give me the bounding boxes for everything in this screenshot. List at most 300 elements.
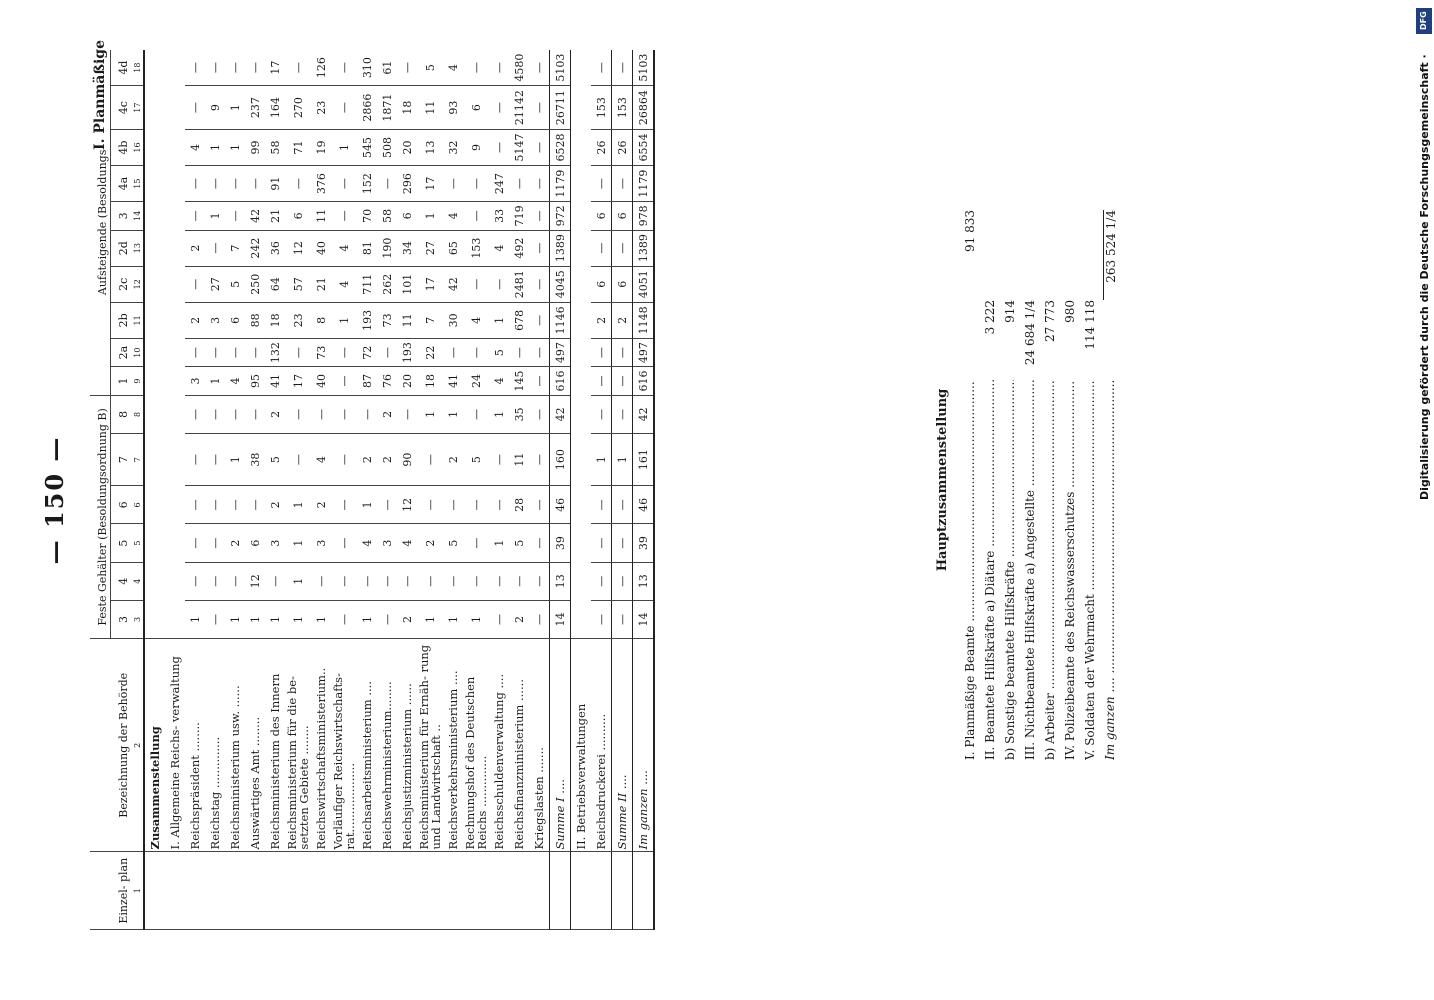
cell-value: — (225, 562, 245, 600)
cell-value: 2866 (357, 86, 377, 130)
column-number: 14 (131, 202, 144, 230)
cell-value: 20 (397, 129, 417, 165)
table-row (377, 50, 397, 930)
cell-value: 91 (265, 166, 285, 202)
cell-value: 71 (285, 129, 311, 165)
cell-value: — (331, 338, 357, 366)
cell-value: — (357, 562, 377, 600)
cell-value: — (612, 166, 633, 202)
table-row (612, 50, 633, 930)
cell-value: 2 (377, 434, 397, 486)
cell-value: — (265, 562, 285, 600)
cell-value: 73 (377, 302, 397, 338)
table-row (205, 50, 225, 930)
cell-value: — (612, 367, 633, 395)
cell-value: 1 (205, 129, 225, 165)
cell-value: 1 (489, 524, 509, 562)
cell-value: 4 (225, 367, 245, 395)
cell-value: — (529, 524, 550, 562)
column-header: 4a (111, 166, 132, 202)
cell-value: — (331, 367, 357, 395)
column-header: 3 (111, 202, 132, 230)
cell-value: 9 (205, 86, 225, 130)
cell-value: — (591, 166, 612, 202)
summary-label: b) Sonstige beamtete Hilfskräfte ..... (1003, 380, 1017, 760)
cell-value: 4 (443, 50, 463, 86)
cell-value: — (377, 166, 397, 202)
cell-value: — (311, 395, 331, 433)
cell-value: 242 (245, 230, 265, 266)
cell-value: 161 (633, 434, 655, 486)
cell-value: 296 (397, 166, 417, 202)
cell-value: 1 (225, 434, 245, 486)
cell-value: 5 (463, 434, 489, 486)
cell-value: 11 (417, 86, 443, 130)
cell-value: 6528 (550, 129, 571, 165)
row-label: Reichsschuldenverwaltung .... (489, 639, 509, 852)
cell-value: 497 (633, 338, 655, 366)
cell-value: 28 (509, 486, 529, 524)
cell-value: — (205, 166, 225, 202)
cell-value: 4 (185, 129, 205, 165)
column-header: 2c (111, 266, 132, 302)
column-header: 2a (111, 338, 132, 366)
row-label: Reichsjustizministerium ...... (397, 639, 417, 852)
column-number: 12 (131, 266, 144, 302)
cell-value: 13 (550, 562, 571, 600)
cell-value: — (612, 600, 633, 638)
cell-value: 17 (285, 367, 311, 395)
cell-value: 5103 (633, 50, 655, 86)
cell-value: 64 (265, 266, 285, 302)
cell-value: — (443, 562, 463, 600)
cell-value: — (225, 395, 245, 433)
summary-line (1080, 200, 1100, 760)
cell-value: — (417, 486, 443, 524)
hauptzusammenstellung (935, 200, 1120, 760)
column-header: 2b (111, 302, 132, 338)
cell-value: — (529, 600, 550, 638)
column-header: 4d (111, 50, 132, 86)
column-number: 4 (131, 562, 144, 600)
cell-value: 73 (311, 338, 331, 366)
summary-label: IV. Polizeibeamte des Reichswasserschutzes ..... (1063, 380, 1077, 760)
cell-value: 99 (245, 129, 265, 165)
cell-value: 11 (397, 302, 417, 338)
row-label: Reichsministerium für die be- setzten Gebiete ........ (285, 639, 311, 852)
cell-value: — (331, 395, 357, 433)
cell-value: 3 (205, 302, 225, 338)
cell-value: 7 (225, 230, 245, 266)
cell-value: — (377, 486, 397, 524)
summary-line (980, 200, 1000, 760)
table-row (529, 50, 550, 930)
cell-value: — (591, 395, 612, 433)
cell-value: 33 (489, 202, 509, 230)
row-label: Reichswirtschaftsministerium.. (311, 639, 331, 852)
cell-value: — (331, 600, 357, 638)
summary-lines (960, 200, 1100, 760)
cell-value: 3 (185, 367, 205, 395)
cell-value: 153 (591, 86, 612, 130)
cell-value: 21 (265, 202, 285, 230)
cell-value: 18 (417, 367, 443, 395)
cell-value: 58 (377, 202, 397, 230)
cell-value: 27 (417, 230, 443, 266)
table-row (509, 50, 529, 930)
summary-value: 24 684 1/4 (1023, 300, 1037, 366)
row-label: Reichsministerium usw. ...... (225, 639, 245, 852)
summary-value: 91 833 (963, 210, 977, 252)
cell-value: 1 (357, 486, 377, 524)
cell-value: 11 (311, 202, 331, 230)
cell-value: — (285, 166, 311, 202)
cell-value: — (529, 434, 550, 486)
cell-value: 972 (550, 202, 571, 230)
cell-value: 11 (509, 434, 529, 486)
cell-value: — (612, 230, 633, 266)
header-aufsteigende: Aufsteigende (Besoldungs (90, 50, 111, 395)
cell-value: 1179 (633, 166, 655, 202)
column-number: 13 (131, 230, 144, 266)
table-row (185, 50, 205, 930)
cell-value: — (443, 486, 463, 524)
cell-value: 1 (357, 600, 377, 638)
cell-value: — (205, 524, 225, 562)
cell-value: — (463, 166, 489, 202)
personnel-table (90, 50, 655, 930)
column-number: 2 (131, 639, 144, 852)
cell-value: 87 (357, 367, 377, 395)
table-row (245, 50, 265, 930)
cell-value: 310 (357, 50, 377, 86)
cell-value: — (397, 50, 417, 86)
cell-value: — (463, 50, 489, 86)
cell-value: — (612, 338, 633, 366)
cell-value: — (591, 486, 612, 524)
cell-value: 95 (245, 367, 265, 395)
cell-value: 26864 (633, 86, 655, 130)
cell-value: — (529, 166, 550, 202)
cell-value: 1871 (377, 86, 397, 130)
cell-value: 13 (417, 129, 443, 165)
cell-value: — (417, 434, 443, 486)
column-header: 5 (111, 524, 132, 562)
cell-value: 4051 (633, 266, 655, 302)
cell-value: 1 (443, 600, 463, 638)
cell-value: 88 (245, 302, 265, 338)
cell-value: — (509, 166, 529, 202)
cell-value: 4045 (550, 266, 571, 302)
table-row (443, 50, 463, 930)
row-label: Summe I .... (550, 639, 571, 852)
cell-value: — (205, 486, 225, 524)
cell-value: 41 (443, 367, 463, 395)
column-number: 5 (131, 524, 144, 562)
cell-value: 32 (443, 129, 463, 165)
row-label: Reichsministerium des Innern (265, 639, 285, 852)
cell-value: 2 (357, 434, 377, 486)
cell-value: 237 (245, 86, 265, 130)
cell-value: 76 (377, 367, 397, 395)
cell-value: 70 (357, 202, 377, 230)
column-number: 3 (131, 600, 144, 638)
row-label: Reichspräsident ........ (185, 639, 205, 852)
summary-value: 980 (1063, 300, 1077, 323)
cell-value: — (463, 202, 489, 230)
cell-value: 46 (550, 486, 571, 524)
cell-value: — (529, 50, 550, 86)
cell-value: — (529, 230, 550, 266)
row-label: Reichsministerium für Ernäh- rung und Landwirtschaft .. (417, 639, 443, 852)
cell-value: 57 (285, 266, 311, 302)
cell-value: 193 (397, 338, 417, 366)
cell-value: 6 (245, 524, 265, 562)
column-header: 8 (111, 395, 132, 433)
cell-value: — (489, 129, 509, 165)
cell-value: — (245, 486, 265, 524)
column-number: 6 (131, 486, 144, 524)
cell-value: 14 (550, 600, 571, 638)
cell-value: — (225, 338, 245, 366)
column-header: 2d (111, 230, 132, 266)
cell-value: 262 (377, 266, 397, 302)
table-row (357, 50, 377, 930)
column-header: 4b (111, 129, 132, 165)
cell-value: — (205, 50, 225, 86)
cell-value: — (185, 202, 205, 230)
cell-value: 7 (417, 302, 443, 338)
cell-value: — (331, 50, 357, 86)
column-number: 10 (131, 338, 144, 366)
cell-value: — (331, 166, 357, 202)
column-number: 18 (131, 50, 144, 86)
cell-value: 1 (417, 395, 443, 433)
cell-value: — (509, 562, 529, 600)
column-number: 1 (131, 852, 144, 930)
cell-value: — (612, 562, 633, 600)
cell-value: 616 (633, 367, 655, 395)
cell-value: — (357, 395, 377, 433)
table-row (397, 50, 417, 930)
cell-value: 4 (397, 524, 417, 562)
cell-value: 93 (443, 86, 463, 130)
cell-value: 19 (311, 129, 331, 165)
column-header: 6 (111, 486, 132, 524)
cell-value: — (331, 562, 357, 600)
summary-total-value: 263 524 1/4 (1103, 210, 1118, 300)
cell-value: 247 (489, 166, 509, 202)
cell-value: — (529, 266, 550, 302)
row-label: Reichsverkehrsministerium .... (443, 639, 463, 852)
cell-value: 8 (311, 302, 331, 338)
cell-value: 26711 (550, 86, 571, 130)
row-label: Kriegslasten ....... (529, 639, 550, 852)
cell-value: — (205, 230, 225, 266)
cell-value: — (529, 486, 550, 524)
cell-value: — (185, 50, 205, 86)
cell-value: 1 (417, 202, 443, 230)
cell-value: — (612, 486, 633, 524)
cell-value: — (205, 600, 225, 638)
cell-value: 2 (591, 302, 612, 338)
summary-line (1020, 200, 1040, 760)
table-row (463, 50, 489, 930)
cell-value: 17 (417, 266, 443, 302)
cell-value: — (205, 562, 225, 600)
cell-value: 39 (633, 524, 655, 562)
cell-value: 30 (443, 302, 463, 338)
table-row (550, 50, 571, 930)
cell-value: 1389 (633, 230, 655, 266)
cell-value: 9 (463, 129, 489, 165)
summary-label: I. Planmäßige Beamte ..... (963, 380, 977, 760)
cell-value: 1 (285, 486, 311, 524)
cell-value: 42 (443, 266, 463, 302)
cell-value: 22 (417, 338, 443, 366)
cell-value: — (529, 395, 550, 433)
cell-value: 545 (357, 129, 377, 165)
cell-value: 2 (443, 434, 463, 486)
cell-value: — (285, 395, 311, 433)
cell-value: — (185, 486, 205, 524)
cell-value: 1 (591, 434, 612, 486)
cell-value: 1 (417, 600, 443, 638)
column-number-row (131, 50, 144, 930)
cell-value: — (489, 50, 509, 86)
cell-value: — (185, 86, 205, 130)
cell-value: — (489, 600, 509, 638)
cell-value: 17 (265, 50, 285, 86)
cell-value: 6 (463, 86, 489, 130)
cell-value: 4 (311, 434, 331, 486)
cell-value: 36 (265, 230, 285, 266)
cell-value: 5 (489, 338, 509, 366)
cell-value: 41 (265, 367, 285, 395)
cell-value: 5 (265, 434, 285, 486)
summary-label: II. Beamtete Hilfskräfte a) Diätare ..... (983, 380, 997, 760)
summary-value: 3 222 (983, 300, 997, 335)
cell-value: 2 (397, 600, 417, 638)
cell-value: 23 (285, 302, 311, 338)
cell-value: 5103 (550, 50, 571, 86)
cell-value: 4 (463, 302, 489, 338)
column-number: 7 (131, 434, 144, 486)
cell-value: 18 (397, 86, 417, 130)
cell-value: 2 (377, 395, 397, 433)
cell-value: — (443, 338, 463, 366)
cell-value: — (463, 338, 489, 366)
cell-value: — (205, 434, 225, 486)
cell-value: — (331, 202, 357, 230)
summary-line (960, 200, 980, 760)
cell-value: 26 (591, 129, 612, 165)
cell-value: 101 (397, 266, 417, 302)
cell-value: 492 (509, 230, 529, 266)
cell-value: — (463, 266, 489, 302)
cell-value: 21142 (509, 86, 529, 130)
cell-value: 678 (509, 302, 529, 338)
cell-value: — (331, 486, 357, 524)
cell-value: 1 (225, 129, 245, 165)
row-label: Im ganzen .... (633, 639, 655, 852)
cell-value: 711 (357, 266, 377, 302)
cell-value: — (463, 524, 489, 562)
cell-value: — (185, 524, 205, 562)
cell-value: 1 (225, 86, 245, 130)
cell-value: 1 (331, 302, 357, 338)
cell-value: 6 (225, 302, 245, 338)
cell-value: 4 (489, 367, 509, 395)
cell-value: — (185, 395, 205, 433)
cell-value: 2 (417, 524, 443, 562)
cell-value: — (591, 562, 612, 600)
cell-value: 46 (633, 486, 655, 524)
cell-value: 270 (285, 86, 311, 130)
cell-value: 58 (265, 129, 285, 165)
cell-value: 14 (633, 600, 655, 638)
cell-value: — (529, 202, 550, 230)
cell-value: 39 (550, 524, 571, 562)
cell-value: — (185, 166, 205, 202)
group-allgemeine: I. Allgemeine Reichs- verwaltung (165, 639, 185, 852)
cell-value: 4 (357, 524, 377, 562)
cell-value: 2 (612, 302, 633, 338)
cell-value: — (225, 166, 245, 202)
cell-value: 1 (225, 600, 245, 638)
cell-value: — (463, 562, 489, 600)
cell-value: 23 (311, 86, 331, 130)
cell-value: — (245, 338, 265, 366)
cell-value: 4 (443, 202, 463, 230)
cell-value: — (489, 434, 509, 486)
cell-value: 2 (185, 302, 205, 338)
cell-value: 616 (550, 367, 571, 395)
heading-zusammenstellung: Zusammenstellung (144, 639, 165, 852)
cell-value: 145 (509, 367, 529, 395)
table-row (633, 50, 655, 930)
cell-value: 1 (285, 524, 311, 562)
cell-value: — (612, 50, 633, 86)
cell-value: 1 (185, 600, 205, 638)
cell-value: — (529, 129, 550, 165)
cell-value: — (285, 338, 311, 366)
cell-value: 4 (331, 230, 357, 266)
cell-value: — (443, 166, 463, 202)
cell-value: 81 (357, 230, 377, 266)
cell-value: — (185, 266, 205, 302)
cell-value: 42 (633, 395, 655, 433)
cell-value: 6 (612, 266, 633, 302)
cell-value: — (185, 338, 205, 366)
column-number: 15 (131, 166, 144, 202)
cell-value: — (489, 486, 509, 524)
cell-value: 1 (205, 202, 225, 230)
cell-value: 1389 (550, 230, 571, 266)
cell-value: 2 (185, 230, 205, 266)
cell-value: 193 (357, 302, 377, 338)
column-number: 11 (131, 302, 144, 338)
cell-value: 5147 (509, 129, 529, 165)
cell-value: — (377, 600, 397, 638)
header-einzelplan: Einzel- plan (90, 852, 131, 930)
table-row (331, 50, 357, 930)
cell-value: 42 (245, 202, 265, 230)
cell-value: — (185, 562, 205, 600)
column-header: 4c (111, 86, 132, 130)
cell-value: — (331, 86, 357, 130)
summary-title: Hauptzusammenstellung (935, 388, 950, 572)
